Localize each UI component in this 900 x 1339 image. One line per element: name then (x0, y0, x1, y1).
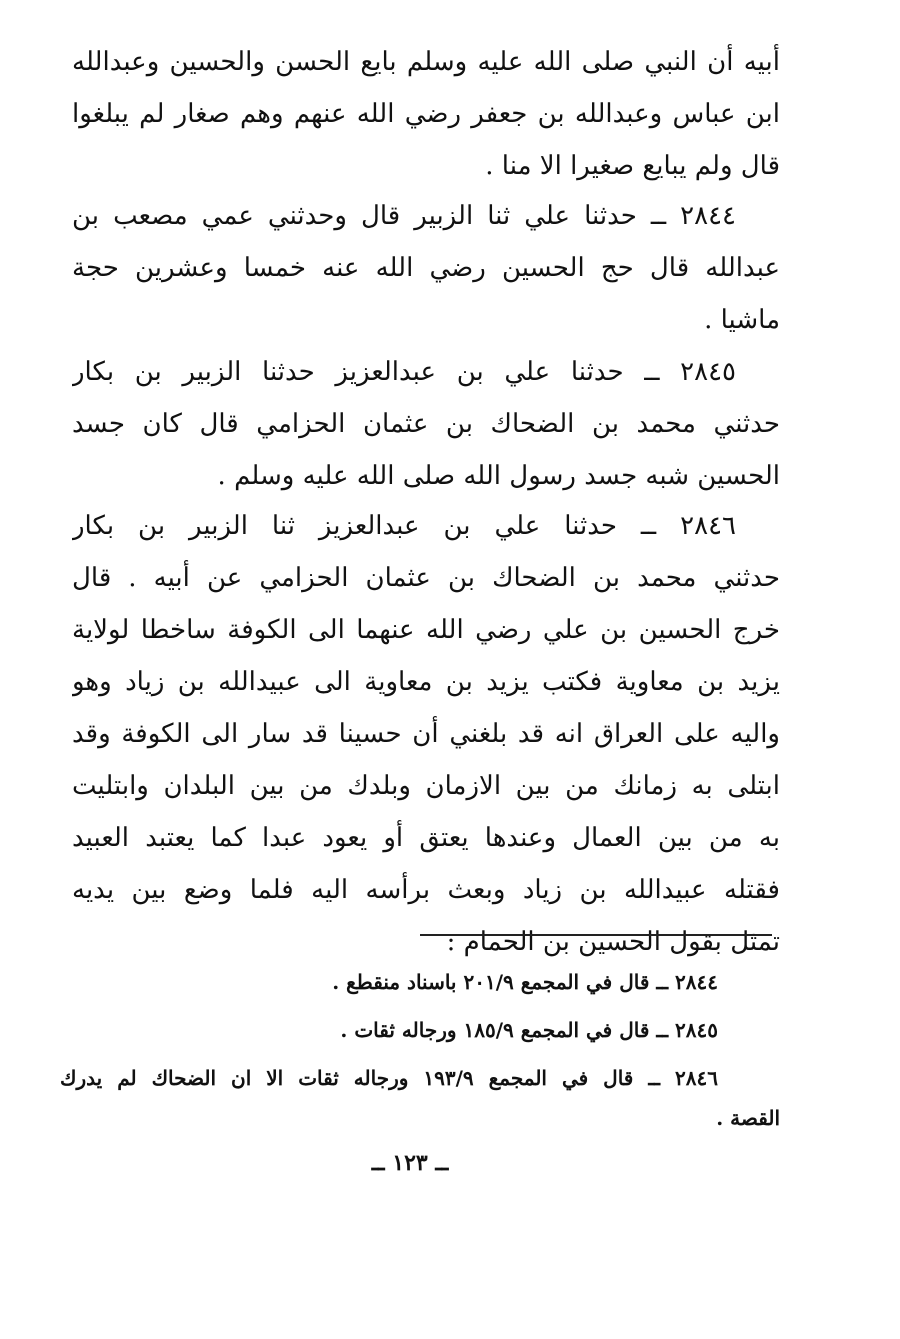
text-line: ٢٨٤٦ ــ حدثنا علي بن عبدالعزيز ثنا الزبير بن بكار (72, 511, 736, 541)
text-line: حدثني محمد بن الضحاك بن عثمان الحزامي قال كان جسد (72, 409, 780, 439)
paragraph-continuation (72, 36, 780, 192)
footnote-text: ٢٨٤٦ ــ قال في المجمع ١٩٣/٩ ورجاله ثقات الا ان الضحاك لم يدرك (60, 1066, 718, 1090)
footnote-divider (420, 934, 772, 936)
text-line: الحسين شبه جسد رسول الله صلى الله عليه وسلم . (217, 461, 780, 491)
footnote-2845 (60, 1010, 780, 1050)
text-line: واليه على العراق انه قد بلغني أن حسينا قد سار الى الكوفة وقد (72, 719, 780, 749)
text-line: تمثل بقول الحسين بن الحمام : (446, 927, 780, 957)
text-line: حدثني محمد بن الضحاك بن عثمان الحزامي عن أبيه . قال (72, 563, 780, 593)
text-line: يزيد بن معاوية فكتب يزيد بن معاوية الى عبيدالله بن زياد وهو (72, 667, 780, 697)
page-number: ــ ١٢٣ ــ (371, 1150, 449, 1176)
footnote-text: القصة . (716, 1106, 780, 1130)
footnote-2844 (60, 962, 780, 1002)
paragraph-hadith-2845 (72, 346, 780, 502)
text-line: قال ولم يبايع صغيرا الا منا . (485, 151, 780, 181)
text-line: ابتلى به زمانك من بين الازمان وبلدك من بين البلدان وابتليت (72, 771, 780, 801)
text-line: به من بين العمال وعندها يعتق أو يعود عبدا كما يعتبد العبيد (72, 823, 780, 853)
text-line: ماشيا . (704, 305, 780, 335)
text-line: أبيه أن النبي صلى الله عليه وسلم بايع الحسن والحسين وعبدالله (72, 47, 780, 77)
text-line: ابن عباس وعبدالله بن جعفر رضي الله عنهم وهم صغار لم يبلغوا (72, 99, 780, 129)
paragraph-hadith-2844 (72, 190, 780, 346)
paragraph-hadith-2846 (72, 500, 780, 968)
footnote-text: ٢٨٤٤ ــ قال في المجمع ٢٠١/٩ باسناد منقطع . (332, 970, 718, 994)
text-line: ٢٨٤٤ ــ حدثنا علي ثنا الزبير قال وحدثني عمي مصعب بن (72, 201, 736, 231)
text-line: ٢٨٤٥ ــ حدثنا علي بن عبدالعزيز حدثنا الزبير بن بكار (72, 357, 736, 387)
text-line: عبدالله قال حج الحسين رضي الله عنه خمسا وعشرين حجة (72, 253, 780, 283)
text-line: خرج الحسين بن علي رضي الله عنهما الى الكوفة ساخطا لولاية (72, 615, 780, 645)
text-line: فقتله عبيدالله بن زياد وبعث برأسه اليه فلما وضع بين يديه (72, 875, 780, 905)
footnote-text: ٢٨٤٥ ــ قال في المجمع ١٨٥/٩ ورجاله ثقات . (340, 1018, 718, 1042)
footnote-2846 (60, 1058, 780, 1138)
